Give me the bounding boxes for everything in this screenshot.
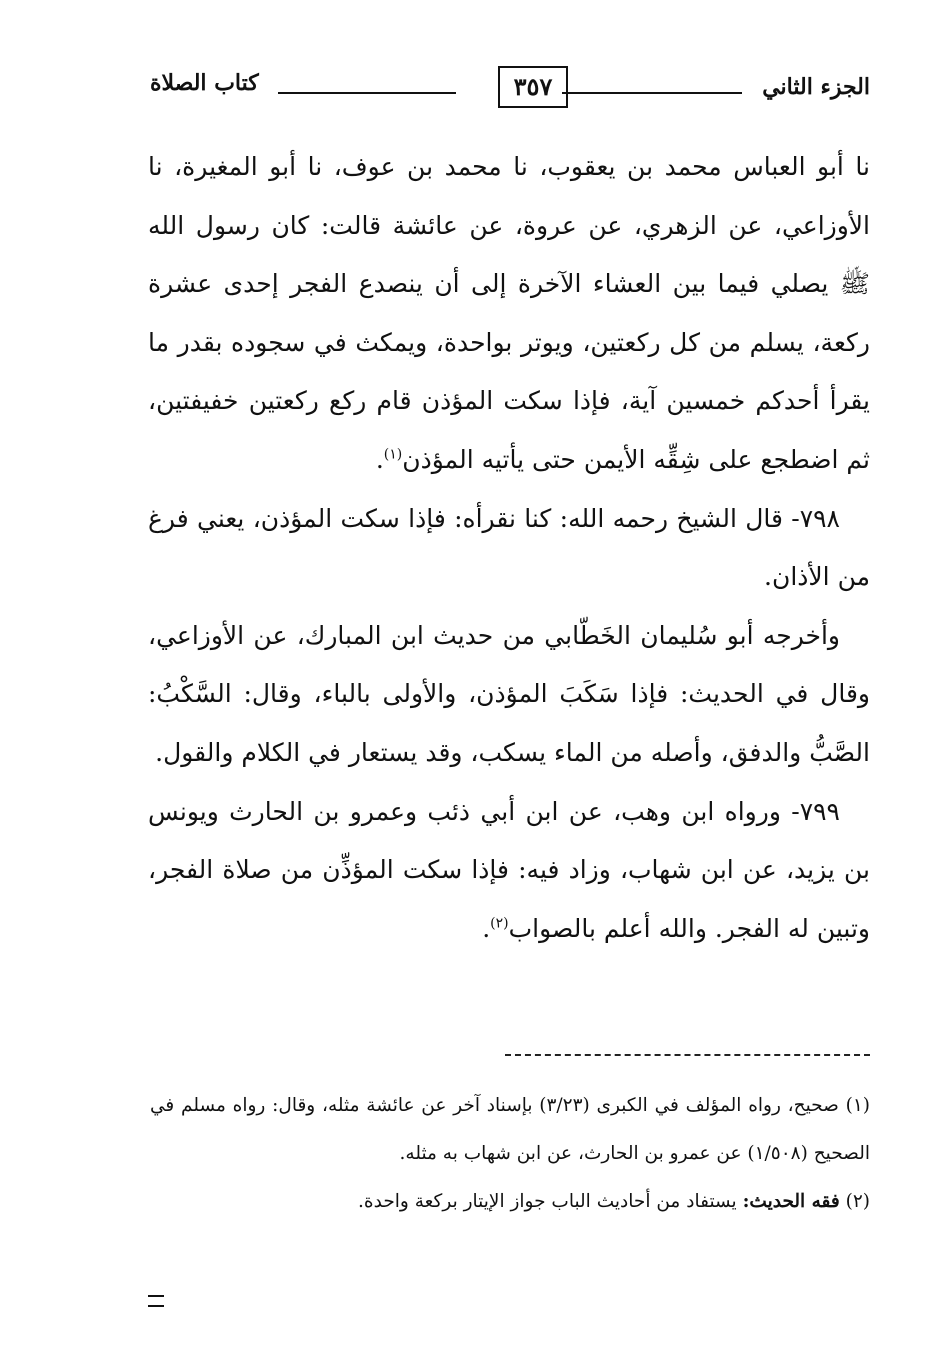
paragraph-799-end: .	[482, 913, 491, 943]
header-rule-left	[278, 92, 456, 94]
footnote-2-heading: فقه الحديث:	[742, 1191, 840, 1212]
footnote-ref-1: (١)	[383, 446, 403, 463]
running-header	[150, 62, 870, 122]
paragraph-798: ٧٩٨- قال الشيخ رحمه الله: كنا نقرأه: فإذا سكت المؤذن، يعني فرغ من الأذان.	[148, 503, 870, 592]
footnote-separator	[505, 1054, 870, 1056]
header-rule-right	[562, 92, 742, 94]
footnote-ref-2: (٢)	[490, 915, 509, 932]
paragraph-1-text: نا أبو العباس محمد بن يعقوب، نا محمد بن عوف، نا أبو المغيرة، نا الأوزاعي، عن الزهري، عن عروة، عن عائشة قالت: كان رسول الله ﷺ يصلي فيما بين العشاء الآخرة إلى أن ينصدع الفجر إحدى عشرة ركعة، يسلم من كل ركعتين، ويوتر بواحدة، ويمكث في سجوده بقدر ما يقرأ أحدكم خمسين آية، فإذا سكت المؤذن قام ركع ركعتين خفيفتين، ثم اضطجع على شِقِّه الأيمن حتى يأتيه المؤذن	[148, 152, 870, 474]
footnote-2-number: (٢)	[845, 1191, 870, 1212]
paragraph-1	[148, 138, 870, 490]
main-text	[148, 138, 870, 958]
paragraph-commentary: وأخرجه أبو سُليمان الخَطّابي من حديث ابن المبارك، عن الأوزاعي، وقال في الحديث: فإذا سَكَبَ المؤذن، والأولى بالباء، وقال: السَّكْبُ: الصَّبُّ والدفق، وأصله من الماء يسكب، وقد يستعار في الكلام والقول.	[148, 620, 870, 767]
part-title: الجزء الثاني	[762, 74, 870, 100]
paragraph-1-end: .	[375, 444, 384, 474]
footnote-1: (١) صحيح، رواه المؤلف في الكبرى (٣/٢٣) بإسناد آخر عن عائشة مثله، وقال: رواه مسلم في الصحيح (١/٥٠٨) عن عمرو بن الحارث، عن ابن شهاب به مثله.	[150, 1095, 870, 1164]
page-number: ٣٥٧	[498, 66, 568, 108]
book-title: كتاب الصلاة	[150, 70, 259, 96]
paragraph-799-text: ٧٩٩- ورواه ابن وهب، عن ابن أبي ذئب وعمرو بن الحارث ويونس بن يزيد، عن ابن شهاب، وزاد فيه: فإذا سكت المؤذِّن من صلاة الفجر، وتبين له الفجر. والله أعلم بالصواب	[148, 796, 870, 943]
footnotes	[150, 1082, 870, 1226]
continuation-mark	[148, 1295, 164, 1307]
paragraph-799	[148, 783, 870, 959]
footnote-2-text: يستفاد من أحاديث الباب جواز الإيتار بركعة واحدة.	[358, 1191, 737, 1212]
footnote-2	[150, 1178, 870, 1226]
